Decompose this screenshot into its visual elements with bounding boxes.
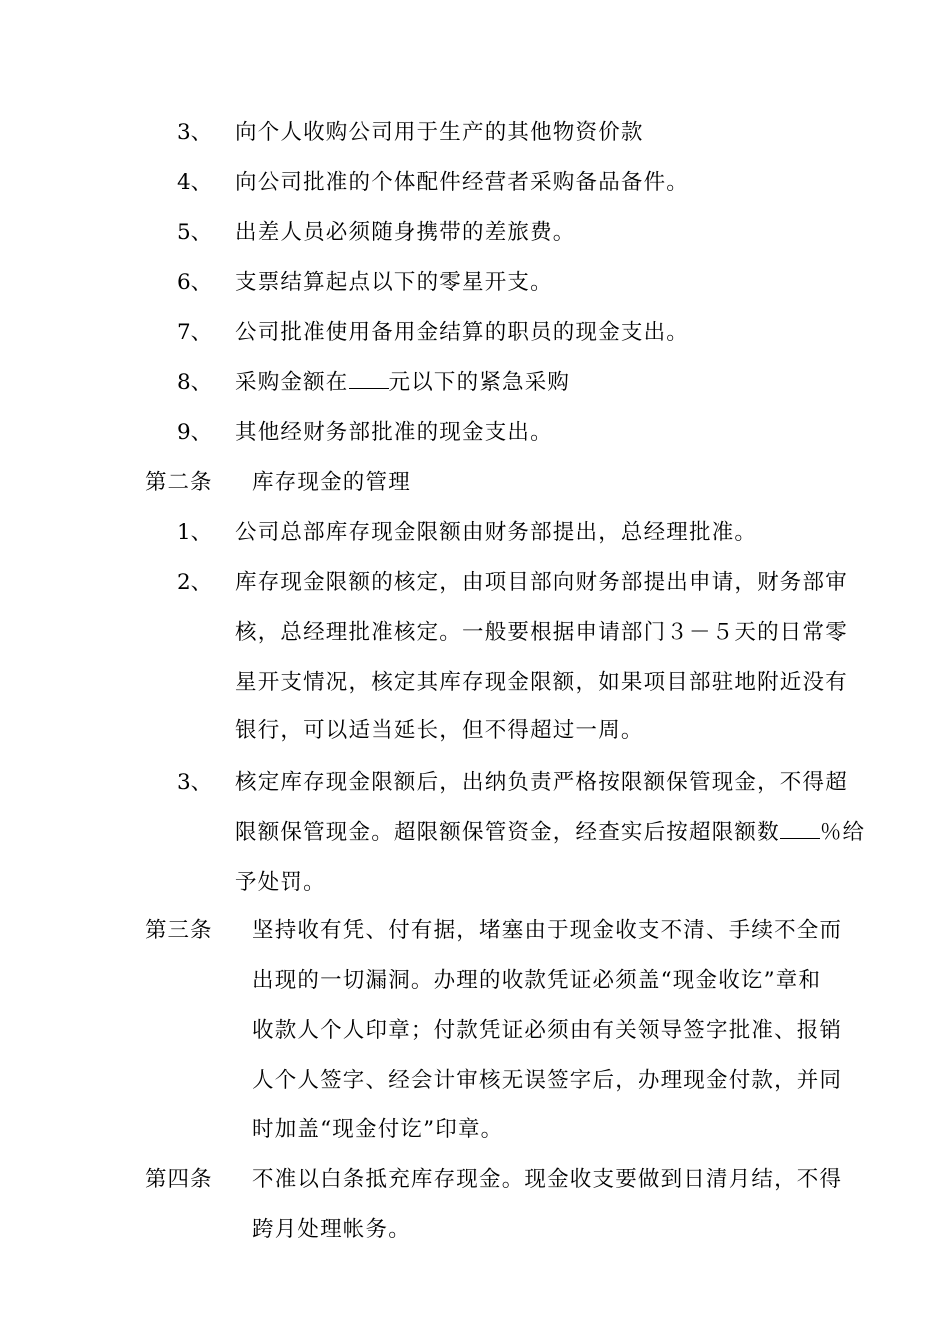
list-number: 3、 — [177, 770, 213, 795]
article-text: 坚持收有凭、付有据，堵塞由于现金收支不清、手续不全而 — [252, 918, 843, 943]
text-before-blank: 采购金额在 — [235, 370, 349, 395]
article-text: 不准以白条抵充库存现金。现金收支要做到日清月结，不得 — [252, 1167, 843, 1192]
list-item-text: 予处罚。 — [235, 870, 326, 895]
article-text: 人个人签字、经会计审核无误签字后，办理现金付款，并同 — [252, 1068, 843, 1093]
article-title: 库存现金的管理 — [252, 470, 411, 495]
article-text: 时加盖“现金付讫”印章。 — [252, 1117, 504, 1142]
list-number: 1、 — [177, 520, 213, 545]
article-text: 出现的一切漏洞。办理的收款凭证必须盖“现金收讫”章和 — [252, 968, 822, 993]
article-label: 第三条 — [145, 918, 213, 943]
list-item-text: 支票结算起点以下的零星开支。 — [235, 270, 553, 295]
fill-in-blank — [780, 820, 820, 839]
article-text: 收款人个人印章；付款凭证必须由有关领导签字批准、报销 — [252, 1018, 843, 1043]
list-item-text: 向公司批准的个体配件经营者采购备品备件。 — [235, 170, 690, 195]
fill-in-blank — [349, 370, 389, 389]
list-item-text: 核定库存现金限额后，出纳负责严格按限额保管现金，不得超 — [235, 770, 848, 795]
list-item-text: 其他经财务部批准的现金支出。 — [235, 420, 553, 445]
list-number: 9、 — [177, 420, 213, 445]
text-after-blank: ％给 — [819, 820, 866, 845]
list-item-text: 银行，可以适当延长，但不得超过一周。 — [235, 718, 644, 743]
list-number: 7、 — [177, 320, 213, 345]
list-item-text: 公司批准使用备用金结算的职员的现金支出。 — [235, 320, 690, 345]
list-number: 8、 — [177, 370, 213, 395]
text-after-blank: 元以下的紧急采购 — [388, 370, 571, 395]
list-number: 2、 — [177, 570, 213, 595]
list-item-text: 向个人收购公司用于生产的其他物资价款 — [235, 120, 644, 145]
list-number: 6、 — [177, 270, 213, 295]
article-label: 第二条 — [145, 470, 213, 495]
list-item-text: 公司总部库存现金限额由财务部提出，总经理批准。 — [235, 520, 758, 545]
list-number: 5、 — [177, 220, 213, 245]
article-text: 跨月处理帐务。 — [252, 1217, 411, 1242]
list-item-text — [235, 815, 865, 846]
list-item-text — [235, 365, 570, 396]
article-label: 第四条 — [145, 1167, 213, 1192]
list-item-text: 出差人员必须随身携带的差旅费。 — [235, 220, 576, 245]
list-number: 4、 — [177, 170, 213, 195]
text-before-blank: 限额保管现金。超限额保管资金，经查实后按超限额数 — [235, 820, 780, 845]
list-number: 3、 — [177, 120, 213, 145]
list-item-text: 核，总经理批准核定。一般要根据申请部门３－５天的日常零 — [235, 620, 848, 645]
list-item-text: 星开支情况，核定其库存现金限额，如果项目部驻地附近没有 — [235, 670, 848, 695]
list-item-text: 库存现金限额的核定，由项目部向财务部提出申请，财务部审 — [235, 570, 848, 595]
